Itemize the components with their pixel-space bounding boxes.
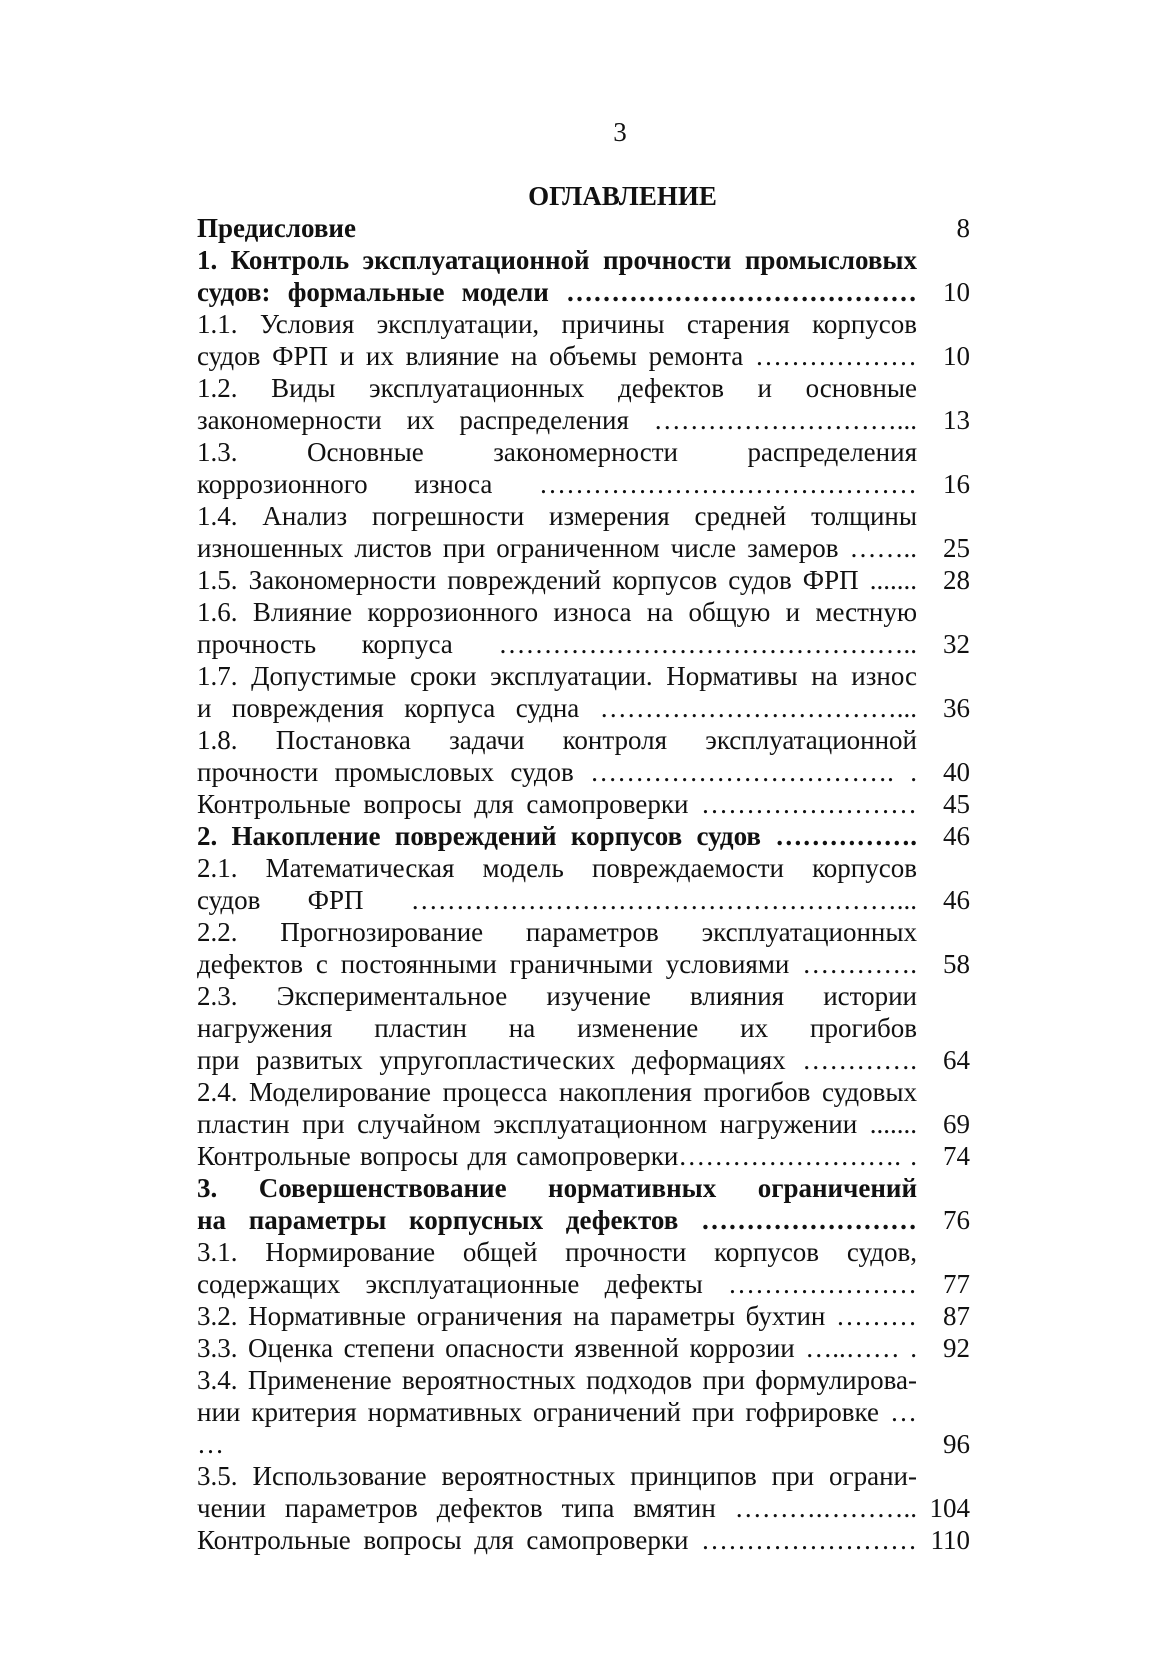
toc-entry-title: 2.1. Математическая модель повреждаемости корпусов судов ФРП ………………………………………………... xyxy=(197,853,917,915)
toc-entry xyxy=(197,1460,987,1524)
toc-entry-page: 110 xyxy=(930,1525,970,1555)
toc-entry-page: 28 xyxy=(943,565,970,595)
toc-entry-page: 45 xyxy=(943,789,970,819)
toc-entry-title: 1.1. Условия эксплуатации, причины старения корпусов судов ФРП и их влияние на объемы ремонта ……………… xyxy=(197,309,917,371)
toc-entry-title: 1. Контроль эксплуатационной прочности промысловых судов: формальные модели ………………………………… xyxy=(197,245,917,307)
toc-entry-page: 32 xyxy=(943,629,970,659)
toc-entry xyxy=(197,788,987,820)
toc-entry xyxy=(197,308,987,372)
toc-entry-title: 1.3. Основные закономерности распределения коррозионного износа …………………………………… xyxy=(197,437,917,499)
toc-entry xyxy=(197,212,987,244)
toc-entry xyxy=(197,660,987,724)
toc-entry-title: 1.4. Анализ погрешности измерения средней толщины изношенных листов при ограниченном числе замеров …….. xyxy=(197,501,917,563)
toc-entry-page: 25 xyxy=(943,533,970,563)
toc-entry-title: 3. Совершенствование нормативных ограничений на параметры корпусных дефектов …………………… xyxy=(197,1173,917,1235)
toc-entry-title: 1.6. Влияние коррозионного износа на общую и местную прочность корпуса ……………………………………….. xyxy=(197,597,917,659)
toc-entry-title: Предисловие xyxy=(197,213,356,243)
toc-entry xyxy=(197,1172,987,1236)
toc-entry-page: 8 xyxy=(956,213,970,243)
toc-entry-title: 2.2. Прогнозирование параметров эксплуатационных дефектов с постоянными граничными условиями …………. xyxy=(197,917,917,979)
toc-entry-title: 2.3. Экспериментальное изучение влияния истории нагружения пластин на изменение их прогибов при развитых упругопластических деформациях …………. xyxy=(197,981,917,1075)
toc-entry-title: 1.7. Допустимые сроки эксплуатации. Нормативы на износ и повреждения корпуса судна ……………………………... xyxy=(197,661,917,723)
toc-entry xyxy=(197,980,987,1076)
toc-entry-page: 58 xyxy=(943,949,970,979)
toc-entry xyxy=(197,724,987,788)
toc-entry xyxy=(197,1332,987,1364)
toc-entry-title: 1.8. Постановка задачи контроля эксплуатационной прочности промысловых судов ……………………………. . xyxy=(197,725,917,787)
toc-entry xyxy=(197,436,987,500)
toc-entry-page: 16 xyxy=(943,469,970,499)
table-of-contents xyxy=(197,212,987,1556)
toc-entry-title: 1.2. Виды эксплуатационных дефектов и основные закономерности их распределения ………………………... xyxy=(197,373,917,435)
toc-entry-page: 77 xyxy=(943,1269,970,1299)
toc-entry xyxy=(197,1076,987,1140)
toc-entry xyxy=(197,916,987,980)
toc-entry-page: 69 xyxy=(943,1109,970,1139)
toc-entry-title: Контрольные вопросы для самопроверки……………………. . xyxy=(197,1141,917,1171)
toc-entry-page: 36 xyxy=(943,693,970,723)
toc-entry-page: 40 xyxy=(943,757,970,787)
toc-entry-title: 2. Накопление повреждений корпусов судов ……………. xyxy=(197,821,917,851)
toc-entry xyxy=(197,500,987,564)
toc-entry-page: 96 xyxy=(943,1429,970,1459)
toc-entry-page: 87 xyxy=(943,1301,970,1331)
toc-entry-title: 3.4. Применение вероятностных подходов при формулирова- нии критерия нормативных ограничений при гофрировке … … xyxy=(197,1365,917,1459)
toc-entry-title: Контрольные вопросы для самопроверки …………………… xyxy=(197,789,917,819)
toc-entry-page: 92 xyxy=(943,1333,970,1363)
toc-entry xyxy=(197,1524,987,1556)
toc-entry xyxy=(197,1364,987,1460)
toc-entry xyxy=(197,820,987,852)
toc-entry-page: 10 xyxy=(943,341,970,371)
toc-entry-title: 1.5. Закономерности повреждений корпусов судов ФРП ....... xyxy=(197,565,917,595)
toc-entry-page: 46 xyxy=(943,885,970,915)
toc-entry xyxy=(197,1140,987,1172)
toc-entry xyxy=(197,1300,987,1332)
toc-entry xyxy=(197,244,987,308)
toc-entry-page: 46 xyxy=(943,821,970,851)
toc-entry-title: 3.5. Использование вероятностных принципов при ограни- чении параметров дефектов типа вмятин ……….……….. xyxy=(197,1461,917,1523)
toc-entry xyxy=(197,372,987,436)
toc-entry-page: 64 xyxy=(943,1045,970,1075)
toc-entry xyxy=(197,1236,987,1300)
toc-entry-page: 13 xyxy=(943,405,970,435)
toc-entry xyxy=(197,852,987,916)
toc-entry-title: 3.1. Нормирование общей прочности корпусов судов, содержащих эксплуатационные дефекты ………………… xyxy=(197,1237,917,1299)
toc-entry xyxy=(197,564,987,596)
page-number: 3 xyxy=(613,117,627,147)
toc-entry-title: 2.4. Моделирование процесса накопления прогибов судовых пластин при случайном эксплуатационном нагружении ....... xyxy=(197,1077,917,1139)
toc-entry-title: 3.2. Нормативные ограничения на параметры бухтин ……… xyxy=(197,1301,917,1331)
toc-entry xyxy=(197,596,987,660)
toc-entry-page: 76 xyxy=(943,1205,970,1235)
toc-entry-page: 74 xyxy=(943,1141,970,1171)
toc-entry-title: Контрольные вопросы для самопроверки …………………… xyxy=(197,1525,917,1555)
toc-entry-page: 104 xyxy=(929,1493,970,1523)
toc-title: ОГЛАВЛЕНИЕ xyxy=(528,181,717,211)
toc-entry-page: 10 xyxy=(943,277,970,307)
toc-entry-title: 3.3. Оценка степени опасности язвенной коррозии …..…… . xyxy=(197,1333,917,1363)
